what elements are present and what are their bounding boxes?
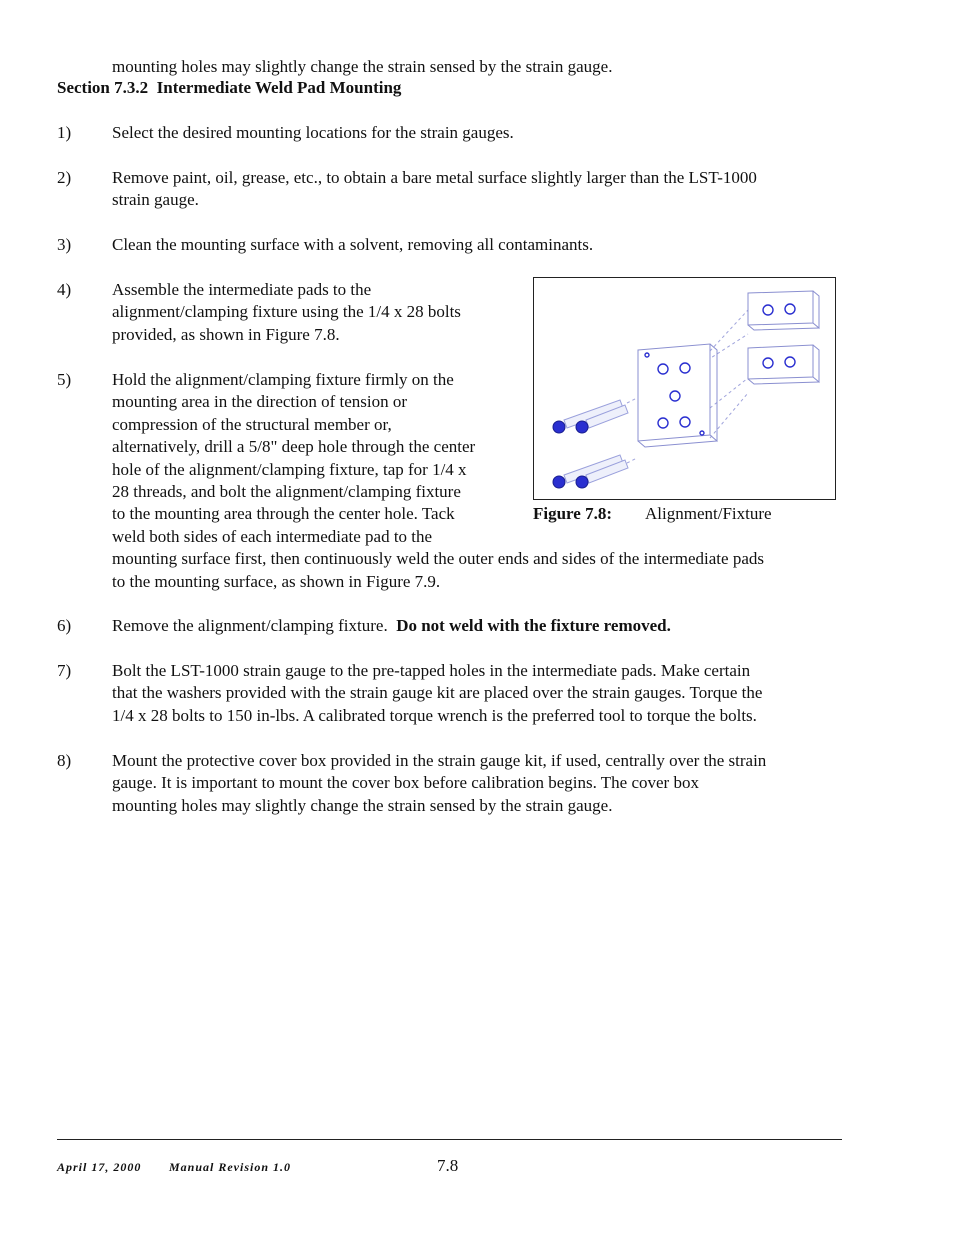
step-7-number: 7) (57, 661, 72, 680)
step-4-line-3: provided, as shown in Figure 7.8. (112, 324, 340, 344)
footer-revision: Manual Revision 1.0 (169, 1160, 292, 1174)
step-8-line-3: mounting holes may slightly change the strain sensed by the strain gauge. (112, 795, 613, 815)
step-6-text (112, 615, 671, 637)
step-1-line-1: Select the desired mounting locations for the strain gauges. (112, 123, 514, 142)
step-5-line-9: mounting surface first, then continuously weld the outer ends and sides of the intermediate pads (112, 549, 764, 569)
step-7-line-2: that the washers provided with the strain gauge kit are placed over the strain gauges. Torque the (112, 683, 763, 703)
step-5-line-8: weld both sides of each intermediate pad to the (112, 526, 433, 546)
step-5-line-1: Hold the alignment/clamping fixture firmly on the (112, 370, 454, 389)
step-8-line-2: gauge. It is important to mount the cover box before calibration begins. The cover box (112, 773, 699, 793)
step-1-text (112, 122, 514, 144)
step-5-line-7: to the mounting area through the center hole. Tack (112, 504, 455, 524)
footer-rule (57, 1139, 842, 1140)
footer-date: April 17, 2000 (57, 1160, 142, 1174)
step-4-text (112, 279, 461, 346)
step-6-warning: Do not weld with the fixture removed. (396, 616, 671, 635)
upper-weld-pad (748, 291, 819, 330)
step-5-line-6: 28 threads, and bolt the alignment/clamping fixture (112, 482, 461, 502)
step-5-line-5: hole of the alignment/clamping fixture, tap for 1/4 x (112, 459, 467, 479)
step-5-line-3: compression of the structural member or, (112, 414, 392, 434)
step-2-number: 2) (57, 168, 72, 187)
step-2-line-2: strain gauge. (112, 190, 199, 210)
step-5-line-2: mounting area in the direction of tension or (112, 392, 408, 412)
page-number: 7.8 (437, 1156, 459, 1175)
step-1-number: 1) (57, 123, 72, 142)
continuation-line: mounting holes may slightly change the strain sensed by the strain gauge. (112, 57, 613, 76)
step-3-line-1: Clean the mounting surface with a solvent, removing all contaminants. (112, 235, 594, 254)
step-5-line-4: alternatively, drill a 5/8" deep hole through the center (112, 437, 476, 457)
step-4-line-1: Assemble the intermediate pads to the (112, 280, 372, 299)
section-title: Intermediate Weld Pad Mounting (156, 78, 402, 97)
step-5-line-10: to the mounting surface, as shown in Figure 7.9. (112, 571, 441, 591)
figure-7-8 (533, 277, 836, 500)
step-7-line-3: 1/4 x 28 bolts to 150 in-lbs. A calibrated torque wrench is the preferred tool to torque the bolts. (112, 705, 757, 725)
figure-label: Figure 7.8: (533, 504, 613, 523)
bolt-shafts (564, 400, 628, 483)
figure-title: Alignment/Fixture (645, 504, 772, 523)
step-6-number: 6) (57, 616, 72, 635)
step-2-line-1: Remove paint, oil, grease, etc., to obtain a bare metal surface slightly larger than the LST-1000 (112, 168, 757, 187)
alignment-fixture-illustration (534, 278, 835, 499)
step-3-text (112, 234, 593, 256)
step-6-instruction: Remove the alignment/clamping fixture. (112, 616, 388, 635)
step-8-text (112, 750, 766, 817)
step-4-number: 4) (57, 280, 72, 299)
section-heading (57, 77, 401, 99)
step-4-line-2: alignment/clamping fixture using the 1/4 x 28 bolts (112, 302, 461, 322)
section-number: Section 7.3.2 (57, 78, 149, 97)
lower-weld-pad (748, 345, 819, 384)
step-2-text (112, 167, 757, 212)
step-5-number: 5) (57, 370, 72, 389)
step-7-line-1: Bolt the LST-1000 strain gauge to the pre-tapped holes in the intermediate pads. Make certain (112, 661, 751, 680)
step-7-text (112, 660, 762, 727)
step-8-line-1: Mount the protective cover box provided in the strain gauge kit, if used, centrally over the strain (112, 751, 767, 770)
step-3-number: 3) (57, 235, 72, 254)
step-8-number: 8) (57, 751, 72, 770)
